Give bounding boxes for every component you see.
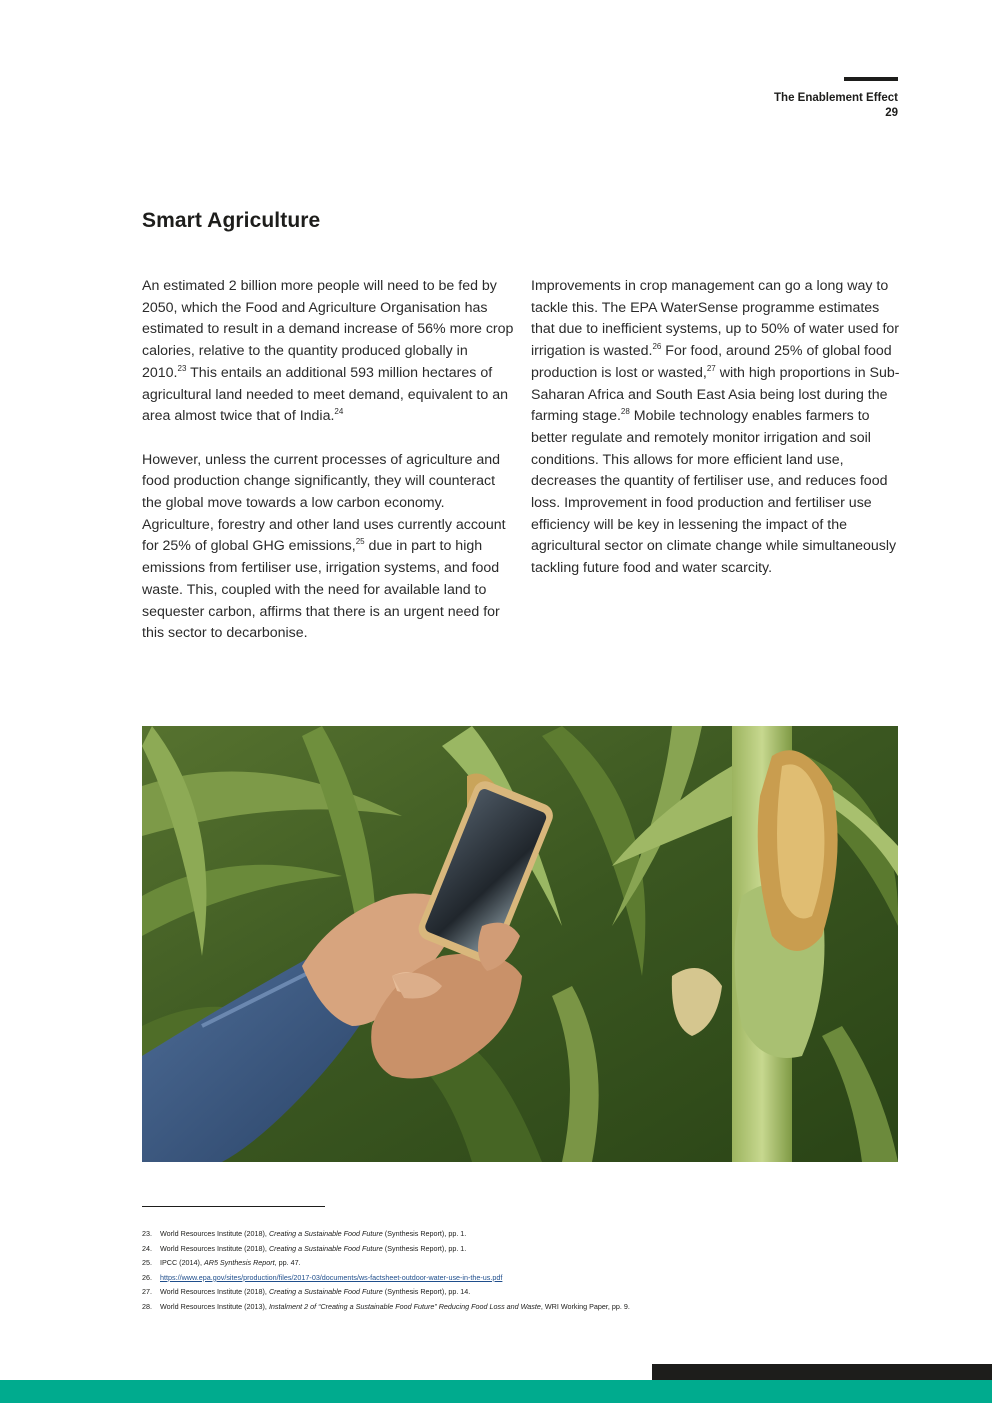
citation-title: AR5 Synthesis Report [203, 1258, 275, 1268]
text: World Resources Institute (2018), [160, 1229, 269, 1238]
text: However, unless the current processes of agriculture and food production change significantly, they will counteract the global move towards a low carbon economy. Agriculture, forestry and other land uses currently account for 25% of global GHG emissions, [142, 451, 506, 555]
text: An estimated 2 billion more people will need to be fed by 2050, which the Food and Agriculture Organisation has estimated to result in a demand increase of 56% more crop calories, relative to the quantity produced globally in 2010. [142, 278, 514, 381]
body-column-left [142, 276, 514, 667]
text: This entails an additional 593 million hectares of agricultural land needed to meet demand, equivalent to an area almost twice that of India. [142, 364, 508, 425]
footnote-number: 24. [142, 1243, 152, 1253]
text: World Resources Institute (2018), [160, 1287, 269, 1297]
footnote-ref[interactable]: 25 [355, 537, 365, 547]
section-title: Smart Agriculture [142, 209, 321, 232]
footer-green-bar [0, 1380, 992, 1403]
paragraph-2 [142, 450, 514, 645]
footnote-number: 25. [142, 1258, 152, 1268]
text: IPCC (2014), [160, 1258, 204, 1268]
footnote-28 [142, 1300, 902, 1315]
footnote-24 [142, 1242, 902, 1257]
footnote-ref[interactable]: 23 [177, 363, 187, 373]
text: Mobile technology enables farmers to better regulate and remotely monitor irrigation and soil conditions. This allows for more efficient land use, decreases the quantity of fertiliser use, and reduces food loss. Improvement in food production and fertiliser use efficiency will be key in lessening the impact of the agricultural sector on climate change while simultaneously tackling future food and water scarcity. [531, 408, 897, 577]
footnote-ref[interactable]: 26 [652, 342, 662, 352]
citation-title: Creating a Sustainable Food Future [268, 1243, 383, 1253]
text: World Resources Institute (2013), [160, 1301, 269, 1311]
footnote-link[interactable]: https://www.epa.gov/sites/production/files/2017-03/documents/ws-factsheet-outdoor-water-use-in-the-us.pdf [160, 1272, 503, 1282]
running-header-title: The Enablement Effect [774, 92, 898, 104]
page-number: 29 [885, 107, 898, 119]
text: with high proportions in Sub-Saharan Africa and South East Asia being lost during the farming stage. [531, 364, 900, 425]
footnote-ref[interactable]: 27 [706, 363, 716, 373]
text: (Synthesis Report), pp. 14. [382, 1287, 471, 1297]
footnote-number: 23. [142, 1229, 152, 1238]
footnote-23 [142, 1227, 902, 1242]
footnote-number: 27. [142, 1287, 152, 1297]
footer-dark-bar [652, 1364, 992, 1380]
footnote-number: 28. [142, 1301, 152, 1311]
photo-illustration [142, 726, 898, 1162]
text: , pp. 47. [274, 1258, 301, 1268]
header-rule [844, 77, 898, 81]
text: (Synthesis Report), pp. 1. [382, 1243, 467, 1253]
citation-title: Instalment 2 of “Creating a Sustainable Food Future” Reducing Food Loss and Waste [268, 1301, 541, 1311]
paragraph-3 [531, 276, 903, 580]
text: Improvements in crop management can go a long way to tackle this. The EPA WaterSense programme estimates that due to inefficient systems, up to 50% of water used for irrigation is wasted. [531, 278, 900, 360]
text: , WRI Working Paper, pp. 9. [540, 1301, 630, 1311]
text: World Resources Institute (2018), [160, 1243, 269, 1253]
footnote-ref[interactable]: 28 [620, 407, 630, 417]
citation-title: Creating a Sustainable Food Future [268, 1229, 383, 1238]
footnotes [142, 1227, 902, 1315]
text: For food, around 25% of global food production is lost or wasted, [531, 343, 892, 381]
text: (Synthesis Report), pp. 1. [382, 1229, 467, 1238]
body-column-right [531, 276, 903, 602]
footnote-rule [142, 1206, 325, 1207]
footnote-26 [142, 1271, 902, 1286]
footnote-25 [142, 1256, 902, 1271]
citation-title: Creating a Sustainable Food Future [268, 1287, 383, 1297]
footnote-number: 26. [142, 1272, 152, 1282]
text: due in part to high emissions from fertiliser use, irrigation systems, and food waste. This, coupled with the need for available land to sequester carbon, affirms that there is an urgent need for this sector to decarbonise. [142, 538, 500, 642]
footnote-ref[interactable]: 24 [334, 407, 344, 417]
paragraph-1 [142, 276, 514, 428]
footnote-27 [142, 1285, 902, 1300]
cornfield-smartphone-photo [142, 726, 898, 1162]
